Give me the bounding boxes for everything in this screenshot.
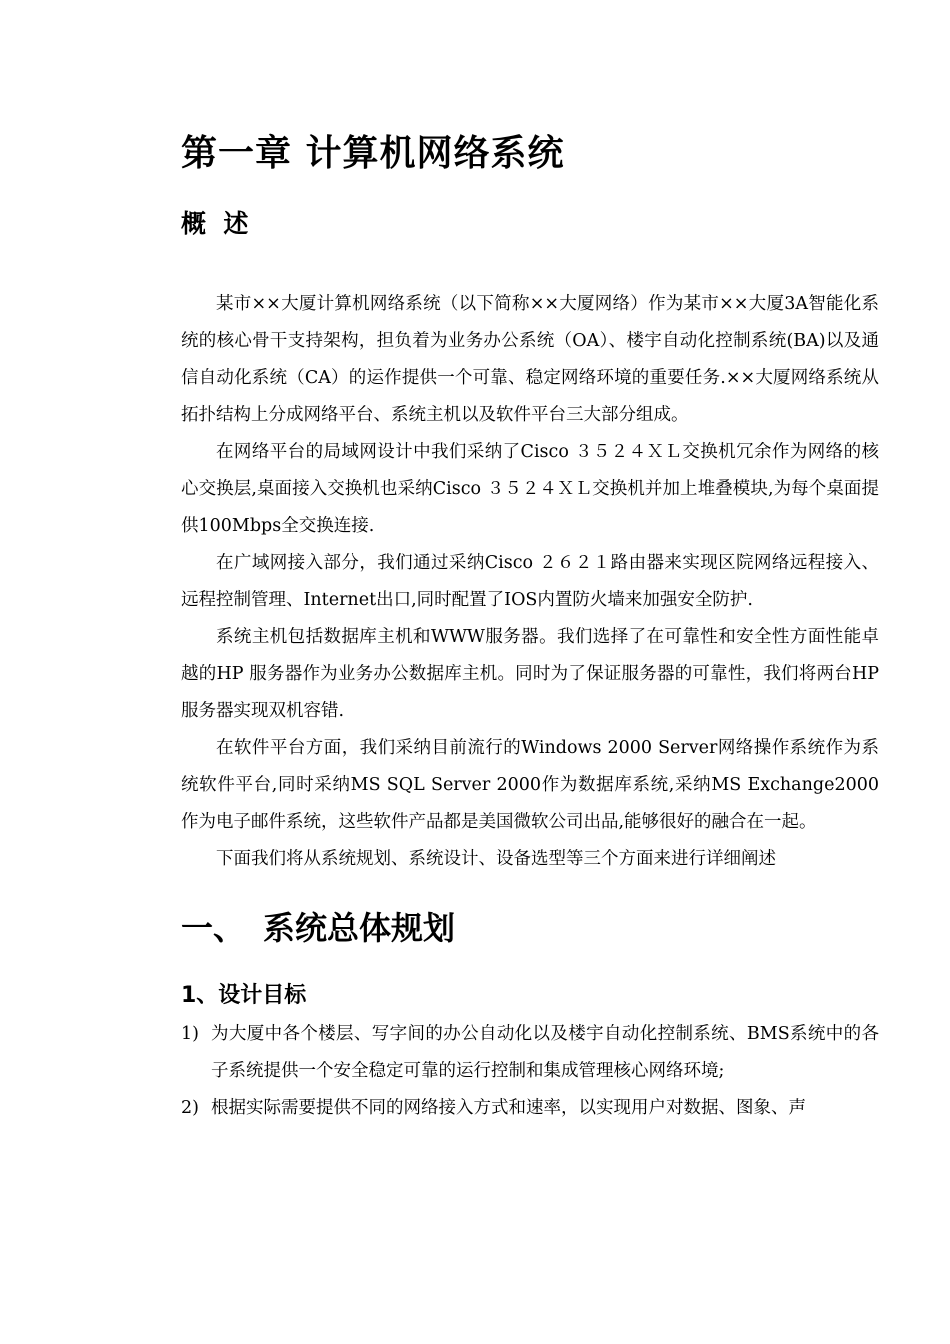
paragraph-network-platform: 在网络平台的局域网设计中我们采纳了Cisco ３５２４ＸＬ交换机冗余作为网络的核心交换层,桌面接入交换机也采纳Cisco ３５２４ＸＬ交换机并加上堆叠模块,为每个桌面提供100Mbps全交换连接. xyxy=(181,442,879,536)
subsection-heading: 1、设计目标 xyxy=(181,983,307,1008)
paragraph-system-host: 系统主机包括数据库主机和WWW服务器。我们选择了在可靠性和安全性方面性能卓越的HP 服务器作为业务办公数据库主机。同时为了保证服务器的可靠性，我们将两台HP 服务器实现双机容错. xyxy=(181,627,879,721)
paragraph-software-platform: 在软件平台方面，我们采纳目前流行的Windows 2000 Server网络操作系统作为系统软件平台,同时采纳MS SQL Server 2000作为数据库系统,采纳MS Exchange2000作为电子邮件系统，这些软件产品都是美国微软公司出品,能够很好的融合在一起。 xyxy=(181,738,879,832)
paragraph-outline: 下面我们将从系统规划、系统设计、设备选型等三个方面来进行详细阐述 xyxy=(216,849,776,869)
section-number: 一、 xyxy=(181,909,246,947)
list-item-number: 1) xyxy=(181,1024,199,1044)
paragraph-intro: 某市××大厦计算机网络系统（以下简称××大厦网络）作为某市××大厦3A智能化系统的核心骨干支持架构，担负着为业务办公系统（OA）、楼宇自动化控制系统(BA)以及通信自动化系统（CA）的运作提供一个可靠、稳定网络环境的重要任务.××大厦网络系统从拓扑结构上分成网络平台、系统主机以及软件平台三大部分组成。 xyxy=(181,294,879,425)
page-content xyxy=(181,126,879,1127)
paragraph-wan-access: 在广域网接入部分，我们通过采纳Cisco ２６２１路由器来实现区院网络远程接入、远程控制管理、Internet出口,同时配置了IOS内置防火墙来加强安全防护. xyxy=(181,553,879,610)
list-item-text: 为大厦中各个楼层、写字间的办公自动化以及楼宇自动化控制系统、BMS系统中的各子系统提供一个安全稳定可靠的运行控制和集成管理核心网络环境; xyxy=(211,1024,879,1081)
chapter-title: 第一章 计算机网络系统 xyxy=(181,133,565,174)
list-item-number: 2) xyxy=(181,1098,199,1118)
list-item-text: 根据实际需要提供不同的网络接入方式和速率，以实现用户对数据、图象、声 xyxy=(211,1098,806,1118)
section-heading xyxy=(181,904,879,952)
list-item xyxy=(181,1090,879,1127)
overview-body xyxy=(181,286,879,878)
design-goals-list xyxy=(181,1016,879,1127)
overview-heading: 概 述 xyxy=(181,209,249,238)
section-title: 系统总体规划 xyxy=(263,909,456,947)
list-item xyxy=(181,1016,879,1090)
